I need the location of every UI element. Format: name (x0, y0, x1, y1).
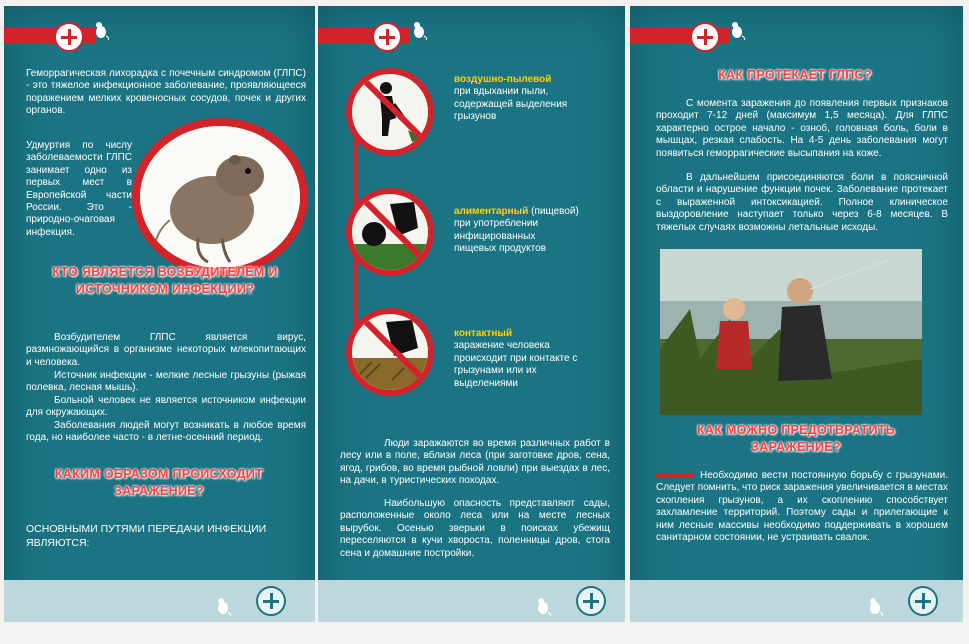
panel-left (4, 6, 315, 622)
udmurtia-text: Удмуртия по числу заболеваемости ГЛПС занимает одно из первых мест в Европейской части России. Это - природно-очаговая инфекция. (26, 140, 132, 238)
medical-cross-icon (908, 586, 938, 616)
mouse-icon (214, 596, 232, 616)
contact-prohibited-icon (346, 308, 434, 396)
route-contact-title: контактный (454, 328, 513, 339)
route-food-suffix: (пищевой) (528, 206, 579, 217)
intro-text: Геморрагическая лихорадка с почечным синдромом (ГЛПС) - это тяжелое инфекционное заболевание, проявляющееся поражением мелких кровеносных сосудов, почек и других органов. (26, 68, 306, 117)
gardens-danger-text: Наибольшую опасность представляют сады, расположенные около леса или на месте лесных вырубок. Осенью зверьки в поисках убежищ переселяются в кучи хвороста, поленницы дров, стога сена и домашние постройки. (340, 498, 610, 559)
mouse-icon (410, 20, 428, 40)
heading-how-proceeds: КАК ПРОТЕКАЕТ ГЛПС? (718, 68, 872, 82)
prevention-text (656, 470, 948, 544)
route-airborne (454, 74, 614, 124)
red-marker-bar (656, 473, 694, 478)
mouse-icon (92, 20, 110, 40)
rat-photo (132, 118, 308, 276)
food-prohibited-icon (346, 188, 434, 276)
mouse-icon (534, 596, 552, 616)
route-airborne-title: воздушно-пылевой (454, 74, 552, 85)
pathogen-text: Возбудителем ГЛПС является вирус, размножающийся в организме некоторых млекопитающих и человека. (26, 332, 306, 368)
season-text: Заболевания людей могут возникать в любое время года, но наиболее часто - в летне-осенний период. (26, 420, 306, 444)
route-food (454, 206, 622, 256)
sweeping-prohibited-icon (346, 68, 434, 156)
heading-how-infection: КАКИМ ОБРАЗОМ ПРОИСХОДИТ ЗАРАЖЕНИЕ? (54, 467, 264, 498)
medical-cross-icon (690, 22, 720, 52)
medical-cross-icon (576, 586, 606, 616)
route-airborne-desc: при вдыхании пыли, содержащей выделения грызунов (454, 86, 568, 123)
medical-cross-icon (54, 22, 84, 52)
route-food-desc: при употреблении инфицированных пищевых продуктов (454, 218, 546, 255)
source-text: Источник инфекции - мелкие лесные грызуны (рыжая полевка, лесная мышь). (26, 370, 306, 394)
panel-right (630, 6, 963, 622)
medical-cross-icon (372, 22, 402, 52)
fishing-photo (660, 249, 922, 415)
panel-middle (318, 6, 625, 622)
medical-cross-icon (256, 586, 286, 616)
route-contact-desc: заражение человека происходит при контакте с грызунами или их выделениями (454, 340, 578, 389)
symptoms-text: С момента заражения до появления первых признаков проходит 7-12 дней (максимум 1,5 месяца). Для ГЛПС характерно острое начало - озноб, головная боль, боли в мышцах, резкая слабость. На 4-5 день заболевания могут появиться геморрагические высыпания на коже. (656, 98, 948, 159)
work-exposure-text: Люди заражаются во время различных работ в лесу или в поле, вблизи леса (при заготовке дров, сена, ягод, грибов, во время рыбной ловли) при выездах в лес, на дачи, в туристических походах. (340, 438, 610, 487)
mouse-icon (728, 20, 746, 40)
patient-text: Больной человек не является источником инфекции для окружающих. (26, 395, 306, 419)
mouse-icon (866, 596, 884, 616)
route-contact (454, 328, 614, 390)
prevention-body: Необходимо вести постоянную борьбу с грызунами. Следует помнить, что риск заражения увеличивается в местах скопления грызунов, а их скоплению способствует захламление территорий. Поэтому сады и прилегающие к ним лесные массивы необходимо поддерживать в хорошем санитарном состоянии, не устраивать свалок. (656, 470, 949, 544)
route-food-title: алиментарный (454, 206, 529, 217)
heading-who-is-source: КТО ЯВЛЯЕТСЯ ВОЗБУДИТЕЛЕМ И ИСТОЧНИКОМ ИНФЕКЦИИ? (52, 265, 278, 296)
progression-text: В дальнейшем присоединяются боли в поясничной области и нарушение функции почек. Заболевание протекает с выраженной интоксикацией. Полное клиническое выздоровление наступает только через 6-8 месяцев. В тяжелых случаях возможны летальные исходы. (656, 172, 948, 233)
heading-how-prevent: КАК МОЖНО ПРЕДОТВРАТИТЬ ЗАРАЖЕНИЕ? (697, 423, 895, 454)
paths-text: ОСНОВНЫМИ ПУТЯМИ ПЕРЕДАЧИ ИНФЕКЦИИ ЯВЛЯЮТСЯ: (26, 523, 267, 549)
